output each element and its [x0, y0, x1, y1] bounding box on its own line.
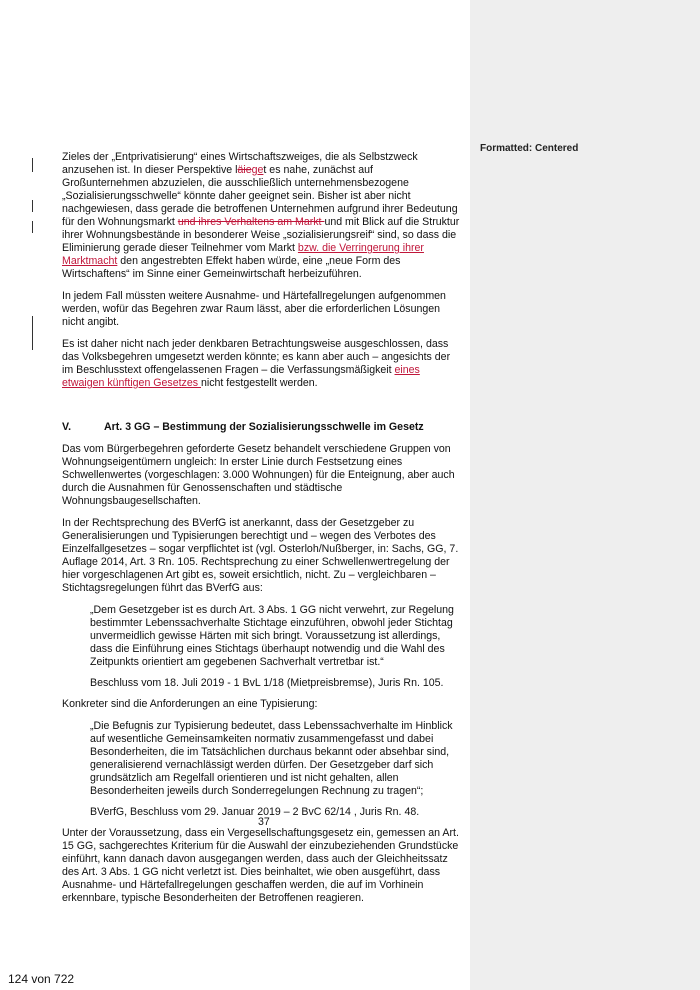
section-heading: [62, 421, 460, 434]
quote-citation: Beschluss vom 18. Juli 2019 - 1 BvL 1/18 (Mietpreisbremse), Juris Rn. 105.: [90, 677, 444, 689]
deleted-text: und ihres Verhaltens am Markt: [177, 216, 325, 228]
inserted-text: ge: [251, 164, 264, 176]
paragraph: Konkreter sind die Anforderungen an eine Typisierung:: [62, 698, 318, 710]
paragraph: Unter der Voraussetzung, dass ein Vergesellschaftungsgesetz ein, gemessen an Art. 15 GG, sachgerechtes Kriterium für die Auswahl der einzubeziehenden Grundstücke einführt, kann danach davon ausgegangen werden, dass auch der Gleichheitssatz des Art. 3 Abs. 1 GG nicht verletzt ist. Dies beinhaltet, wie oben ausgeführt, dass Ausnahme- und Härtefallregelungen geschaffen werden, die auf im Vorhinein erkennbare, typische Besonderheiten der Betroffenen reagieren.: [62, 827, 459, 904]
change-bar: [32, 158, 33, 172]
paragraph: Zieles der „Entprivatisierung“ eines Wirtschaftszweiges, die als Selbstzweck anzusehen ist. In dieser Perspektive läieget es nahe, zunächst auf Großunternehmen abzuzielen, die ausschließlich unternehmensbezogene „Sozialisierungsschwelle“ könnte daher geeignet sein. Bisher ist aber nicht nachgewiesen, dass gerade die betroffenen Unternehmen aufgrund ihrer Bedeutung für den Wohnungsmarkt und ihres Verhaltens am Markt und mit Blick auf die Struktur ihrer Wohnungsbestände in besonderer Weise „sozialisierungsreif“ sind, so dass die Eliminierung gerade dieser Teilnehmer vom Markt bzw. die Verringerung ihrer Marktmacht den angestrebten Effekt haben würde, eine „neue Form des Wirtschaftens“ im Sinne einer Gemeinwirtschaft herbeizuführen.: [62, 151, 460, 280]
block-quote: „Die Befugnis zur Typisierung bedeutet, dass Lebenssachverhalte im Hinblick auf wesentliche Gemeinsamkeiten normativ zusammengefasst und dabei Besonderheiten, die im Tatsächlichen durchaus bekannt oder absehbar sind, generalisierend vernachlässigt werden dürfen. Der Gesetzgeber darf sich grundsätzlich am Regelfall orientieren und ist nicht gehalten, allen Besonderheiten jeweils durch Sonderregelungen Rechnung zu tragen“;: [90, 720, 453, 797]
paragraph: In der Rechtsprechung des BVerfG ist anerkannt, dass der Gesetzgeber zu Generalisierungen und Typisierungen berechtigt und – wegen des Verbotes des Einzelfallgesetzes – sogar verpflichtet ist (vgl. Osterloh/Nußberger, in: Sachs, GG, 7. Auflage 2014, Art. 3 Rn. 105. Rechtsprechung zu einer Schwellenwertregelung der hier vorgeschlagenen Art gibt es, soweit ersichtlich, nicht. Zu – vergleichbaren – Stichtagsregelungen führt das BVerfG aus:: [62, 517, 459, 594]
comment-panel: [470, 0, 700, 990]
comment-heading: Formatted: Centered: [480, 143, 579, 154]
paragraph: Das vom Bürgerbegehren geforderte Gesetz behandelt verschiedene Gruppen von Wohnungseigentümern ungleich: In erster Linie durch Festsetzung eines Schwellenwertes (vorgeschlagen: 3.000 Wohnungen) für die Enteignung, aber auch durch die Ausnahmen für Genossenschaften und städtische Wohnungsbaugesellschaften.: [62, 443, 455, 507]
section-title: Art. 3 GG – Bestimmung der Sozialisierungsschwelle im Gesetz: [104, 421, 424, 433]
block-quote: „Dem Gesetzgeber ist es durch Art. 3 Abs. 1 GG nicht verwehrt, zur Regelung bestimmter Lebenssachverhalte Stichtage einzuführen, obwohl jeder Stichtag unvermeidlich gewisse Härten mit sich bringt. Voraussetzung ist allerdings, dass die Einführung eines Stichtags überhaupt notwendig und die Wahl des Zeitpunkts orientiert am gegebenen Sachverhalt vertretbar ist.“: [90, 604, 454, 668]
body-text: [62, 151, 460, 914]
inserted-text: bzw. die Verringerung ihrer Marktmacht: [62, 242, 424, 267]
section-number: V.: [62, 421, 72, 433]
quote-citation: BVerfG, Beschluss vom 29. Januar 2019 – 2 BvC 62/14 , Juris Rn. 48.: [90, 806, 420, 818]
page-counter: 124 von 722: [8, 972, 75, 986]
inserted-text: eines etwaigen künftigen Gesetzes: [62, 364, 420, 389]
change-bar: [32, 200, 33, 212]
paragraph: Es ist daher nicht nach jeder denkbaren Betrachtungsweise ausgeschlossen, dass das Volksbegehren umgesetzt werden könnte; es kann aber auch – angesichts der im Beschlusstext offengelassenen Fragen – die Verfassungsmäßigkeit eines etwaigen künftigen Gesetzes nicht festgestellt werden.: [62, 338, 451, 389]
change-bar: [32, 316, 33, 350]
change-bar: [32, 221, 33, 233]
paragraph: In jedem Fall müssten weitere Ausnahme- und Härtefallregelungen aufgenommen werden, wofür das Begehren zwar Raum lässt, aber die erforderlichen Lösungen nicht angibt.: [62, 290, 446, 328]
page-number: 37: [258, 816, 270, 828]
deleted-text: äie: [237, 164, 252, 176]
